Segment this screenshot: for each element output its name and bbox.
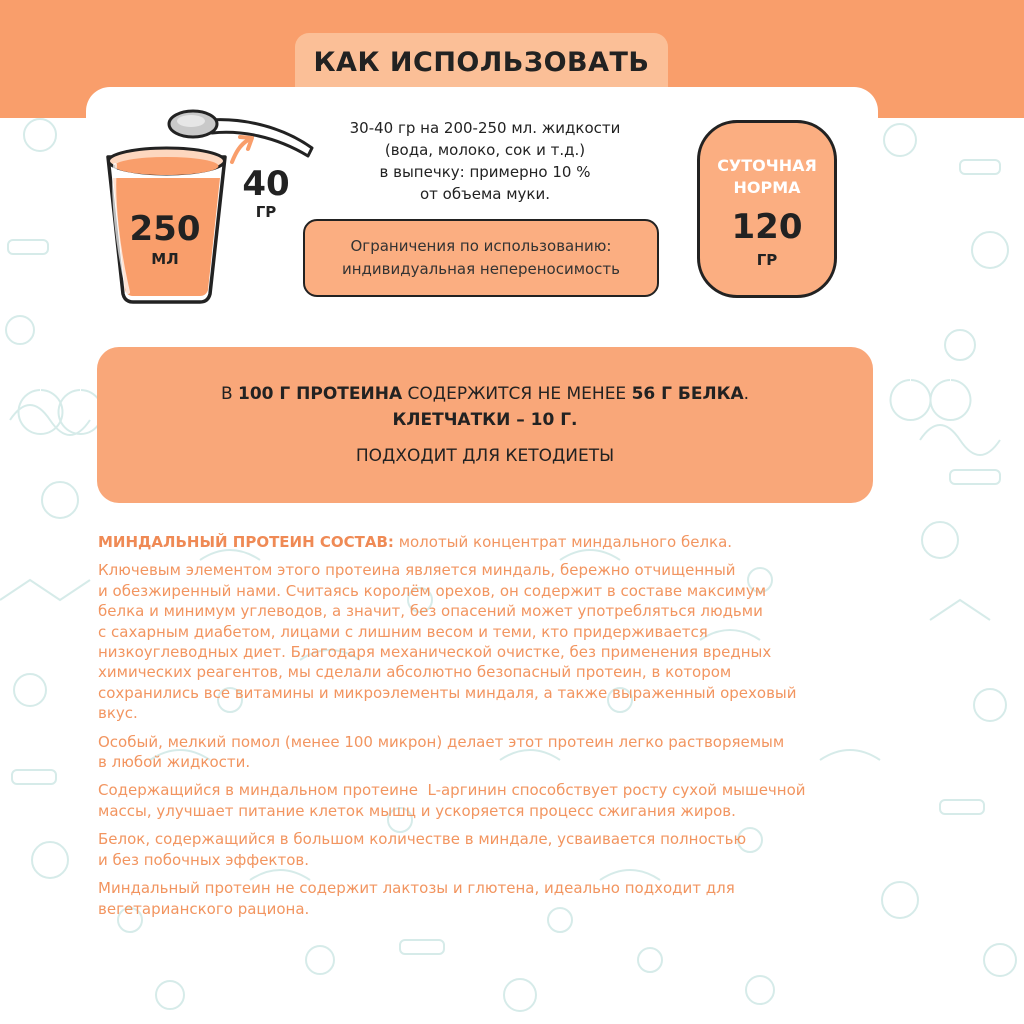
paragraph-5 [98, 878, 888, 919]
text-line: с сахарным диабетом, лицами с лишним весом и теми, кто придерживается [98, 622, 708, 641]
text-fragment: СОДЕРЖИТСЯ НЕ МЕНЕЕ [402, 384, 632, 404]
restrictions-line: индивидуальная непереносимость [341, 260, 621, 278]
text-fragment: . [743, 384, 750, 404]
instruction-line: от объема муки. [420, 185, 550, 203]
instruction-line: (вода, молоко, сок и т.д.) [384, 141, 586, 159]
composition-heading-text: молотый концентрат миндального белка. [393, 533, 733, 551]
text-line: массы, улучшает питание клеток мышц и ускоряется процесс сжигания жиров. [98, 801, 736, 820]
restrictions-box [303, 219, 659, 297]
glass-volume: 250 [129, 209, 201, 249]
text-fragment-bold: 56 Г БЕЛКА [631, 384, 744, 404]
composition-text [98, 532, 888, 927]
composition-heading-label: МИНДАЛЬНЫЙ ПРОТЕИН СОСТАВ: [98, 533, 394, 551]
text-line: в любой жидкости. [98, 753, 251, 772]
keto-note: ПОДХОДИТ ДЛЯ КЕТОДИЕТЫ [355, 446, 615, 466]
paragraph-2 [98, 732, 888, 773]
instruction-line: в выпечку: примерно 10 % [379, 163, 591, 181]
instruction-line: 30-40 гр на 200-250 мл. жидкости [349, 119, 621, 137]
text-line: Особый, мелкий помол (менее 100 микрон) делает этот протеин легко растворяемым [98, 732, 785, 751]
restrictions-line: Ограничения по использованию: [350, 237, 612, 255]
daily-norm-label [700, 155, 834, 199]
arrow-icon [232, 140, 248, 162]
scoop-dosage [236, 166, 296, 222]
scoop-value: 40 [242, 164, 290, 204]
text-line: и без побочных эффектов. [98, 850, 310, 869]
text-fragment: В [220, 384, 239, 404]
daily-norm-label-line1: СУТОЧНАЯ [717, 156, 817, 175]
text-line: Ключевым элементом этого протеина является миндаль, бережно отчищенный [98, 561, 736, 580]
text-line: вкус. [98, 704, 138, 723]
composition-heading [98, 532, 888, 552]
page-title: КАК ИСПОЛЬЗОВАТЬ [313, 47, 650, 78]
text-line: Белок, содержащийся в большом количестве в миндале, усваивается полностью [98, 830, 747, 849]
protein-content-box [97, 347, 873, 503]
text-line: и обезжиренный нами. Считаясь королём орехов, он содержит в составе максимум [98, 581, 767, 600]
protein-line-1 [97, 382, 873, 406]
text-line: сохранились все витамины и микроэлементы миндаля, а также выраженный ореховый [98, 683, 797, 702]
daily-norm-unit: ГР [756, 251, 778, 269]
text-fragment-bold: 100 Г ПРОТЕИНА [238, 384, 403, 404]
daily-norm-value: 120 [731, 207, 803, 247]
paragraph-3 [98, 780, 888, 821]
text-line: вегетарианского рациона. [98, 899, 310, 918]
text-line: Содержащийся в миндальном протеине L-аргинин способствует росту сухой мышечной [98, 781, 806, 800]
scoop-unit: ГР [255, 203, 277, 221]
daily-norm-label-line2: НОРМА [733, 178, 801, 197]
protein-line-2: КЛЕТЧАТКИ – 10 Г. [392, 410, 578, 430]
text-line: химических реагентов, мы сделали абсолютно безопасный протеин, в котором [98, 663, 732, 682]
text-line: белка и минимум углеводов, а значит, без опасений может употребляться людьми [98, 602, 763, 621]
glass-unit: МЛ [151, 250, 179, 268]
text-line: низкоуглеводных диет. Благодаря механической очистке, без применения вредных [98, 643, 772, 662]
paragraph-4 [98, 829, 888, 870]
text-line: Миндальный протеин не содержит лактозы и глютена, идеально подходит для [98, 879, 735, 898]
daily-norm-badge [697, 120, 837, 298]
usage-instructions [300, 117, 670, 205]
paragraph-1 [98, 560, 888, 723]
